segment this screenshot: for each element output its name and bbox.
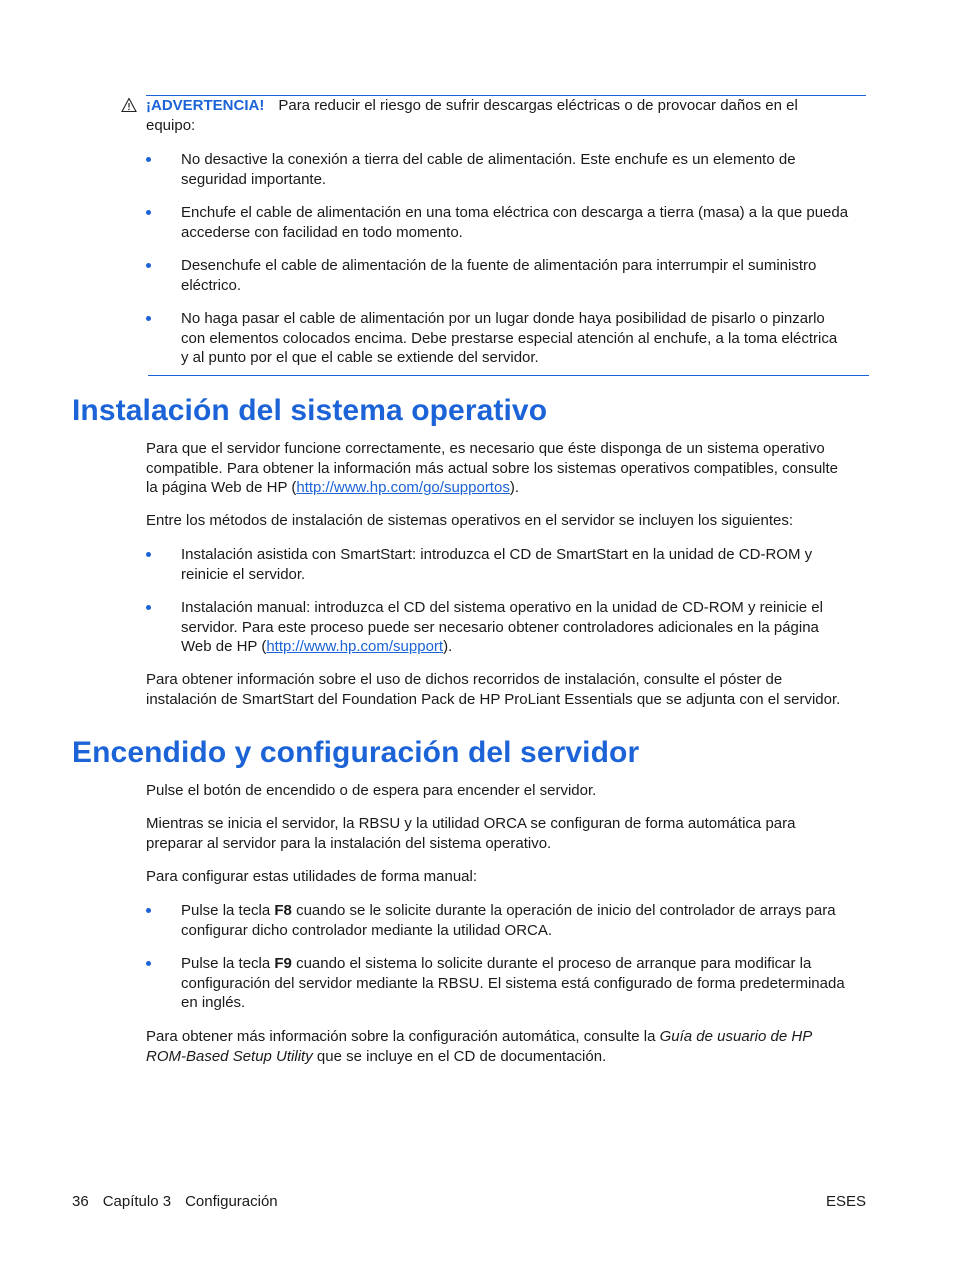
bullet-text: No haga pasar el cable de alimentación por un lugar donde haya posibilidad de pisarlo o pinzarlo con elementos colocados encima. Debe prestarse especial atención al enchufe, a la toma eléctrica y al punto por el que el cable se extiende del servidor. <box>181 310 838 367</box>
warning-text-line: equipo: <box>146 116 196 134</box>
section-heading-power-config: Encendido y configuración del servidor <box>72 736 640 769</box>
bullet-dot <box>146 961 151 966</box>
warning-text-line: Para reducir el riesgo de sufrir descargas eléctricas o de provocar daños en el <box>278 97 798 114</box>
paragraph: Pulse el botón de encendido o de espera para encender el servidor. <box>146 782 597 799</box>
paragraph: Para que el servidor funcione correctamente, es necesario que éste disponga de un sistema operativo compatible. Para obtener la información más actual sobre los sistemas operativos compatibles, consulte la página Web de HP (http://www.hp.com/go/supportos). <box>146 440 839 497</box>
key-f9: F9 <box>274 955 292 972</box>
warning-triangle-icon <box>121 97 137 113</box>
bullet-dot <box>146 605 151 610</box>
guide-title: Guía de usuario de HP <box>659 1028 813 1045</box>
bullet-dot <box>146 157 151 162</box>
bullet-dot <box>146 908 151 913</box>
warning-label: ¡ADVERTENCIA! <box>146 97 265 114</box>
support-link[interactable]: http://www.hp.com/support <box>266 638 444 656</box>
bullet-text: Enchufe el cable de alimentación en una toma eléctrica con descarga a tierra (masa) a la que pueda accederse con facilidad en todo momento. <box>181 204 849 241</box>
paragraph: Mientras se inicia el servidor, la RBSU y la utilidad ORCA se configuran de forma automática para preparar al servidor para la instalación del sistema operativo. <box>146 815 796 852</box>
bullet-dot <box>146 210 151 215</box>
bullet-text: No desactive la conexión a tierra del cable de alimentación. Este enchufe es un elemento de seguridad importante. <box>181 151 796 188</box>
guide-title: ROM-Based Setup Utility <box>146 1047 313 1065</box>
bullet-text: Pulse la tecla F9 cuando el sistema lo solicite durante el proceso de arranque para modificar la configuración del servidor mediante la RBSU. El sistema está configurado de forma predeterminada en inglés. <box>181 955 845 1012</box>
bullet-text: Instalación manual: introduzca el CD del sistema operativo en la unidad de CD-ROM y reinicie el servidor. Para este proceso puede ser necesario obtener controladores adicionales en la página Web de HP (http://www.hp.com/support). <box>181 599 823 656</box>
supportos-link[interactable]: http://www.hp.com/go/supportos <box>296 479 510 497</box>
chapter-label: Capítulo 3 <box>102 1193 172 1210</box>
paragraph: Para configurar estas utilidades de forma manual: <box>146 868 478 885</box>
warning-text <box>146 96 868 135</box>
bullet-text: Instalación asistida con SmartStart: introduzca el CD de SmartStart en la unidad de CD-ROM y reinicie el servidor. <box>181 546 813 583</box>
page-number: 36 <box>72 1193 89 1210</box>
bullet-text: Desenchufe el cable de alimentación de la fuente de alimentación para interrumpir el suministro eléctrico. <box>181 257 817 294</box>
footer-locale: ESES <box>825 1193 866 1210</box>
chapter-title: Configuración <box>185 1193 278 1210</box>
paragraph: Para obtener más información sobre la configuración automática, consulte la Guía de usuario de HP ROM-Based Setup Utility que se incluye en el CD de documentación. <box>146 1028 813 1065</box>
bullet-text: Pulse la tecla F8 cuando se le solicite durante la operación de inicio del controlador de arrays para configurar dicho controlador mediante la utilidad ORCA. <box>181 902 836 939</box>
paragraph: Entre los métodos de instalación de sistemas operativos en el servidor se incluyen los siguientes: <box>146 512 794 529</box>
section-heading-os-install: Instalación del sistema operativo <box>72 394 548 427</box>
warning-bottom-rule <box>148 375 869 376</box>
key-f8: F8 <box>274 902 292 919</box>
bullet-dot <box>146 263 151 268</box>
bullet-dot <box>146 316 151 321</box>
bullet-dot <box>146 552 151 557</box>
footer-left <box>72 1192 292 1212</box>
paragraph: Para obtener información sobre el uso de dichos recorridos de instalación, consulte el póster de instalación de SmartStart del Foundation Pack de HP ProLiant Essentials que se adjunta con el servidor. <box>146 671 841 708</box>
